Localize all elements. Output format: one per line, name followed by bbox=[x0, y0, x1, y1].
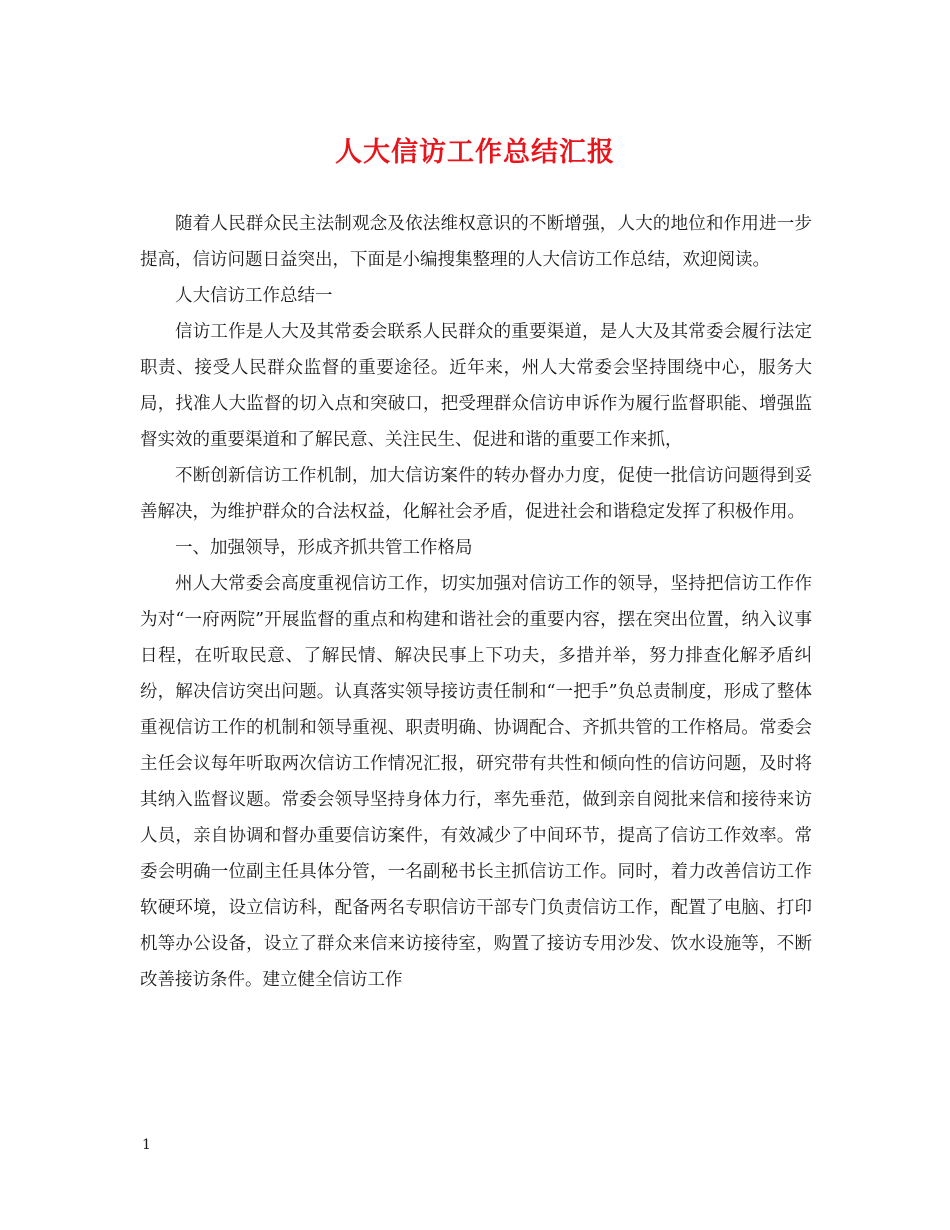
body-paragraph: 信访工作是人大及其常委会联系人民群众的重要渠道，是人大及其常委会履行法定职责、接受人民群众监督的重要途径。近年来，州人大常委会坚持围绕中心，服务大局，找准人大监督的切入点和突破口，把受理群众信访申诉作为履行监督职能、增强监督实效的重要渠道和了解民意、关注民生、促进和谐的重要工作来抓， bbox=[140, 322, 812, 450]
section-heading-leadership: 一、加强领导，形成齐抓共管工作格局 bbox=[175, 538, 473, 558]
document-title: 人大信访工作总结汇报 bbox=[335, 137, 615, 168]
document-body bbox=[140, 206, 812, 998]
body-paragraph: 不断创新信访工作机制，加大信访案件的转办督办力度，促使一批信访问题得到妥善解决，为维护群众的合法权益，化解社会矛盾，促进社会和谐稳定发挥了积极作用。 bbox=[140, 466, 812, 522]
page-number: 1 bbox=[142, 1137, 151, 1153]
body-paragraph: 州人大常委会高度重视信访工作，切实加强对信访工作的领导，坚持把信访工作作为对“一府两院”开展监督的重点和构建和谐社会的重要内容，摆在突出位置，纳入议事日程，在听取民意、了解民情、解决民事上下功夫，多措并举，努力排查化解矛盾纠纷，解决信访突出问题。认真落实领导接访责任制和“一把手”负总责制度，形成了整体重视信访工作的机制和领导重视、职责明确、协调配合、齐抓共管的工作格局。常委会主任会议每年听取两次信访工作情况汇报，研究带有共性和倾向性的信访问题，及时将其纳入监督议题。常委会领导坚持身体力行，率先垂范，做到亲自阅批来信和接待来访人员，亲自协调和督办重要信访案件，有效减少了中间环节，提高了信访工作效率。常委会明确一位副主任具体分管，一名副秘书长主抓信访工作。同时，着力改善信访工作软硬环境，设立信访科，配备两名专职信访干部专门负责信访工作，配置了电脑、打印机等办公设备，设立了群众来信来访接待室，购置了接访专用沙发、饮水设施等，不断改善接访条件。建立健全信访工作 bbox=[140, 574, 812, 990]
section-heading-summary-one: 人大信访工作总结一 bbox=[175, 286, 333, 306]
intro-paragraph: 随着人民群众民主法制观念及依法维权意识的不断增强，人大的地位和作用进一步提高，信访问题日益突出，下面是小编搜集整理的人大信访工作总结，欢迎阅读。 bbox=[140, 214, 812, 270]
